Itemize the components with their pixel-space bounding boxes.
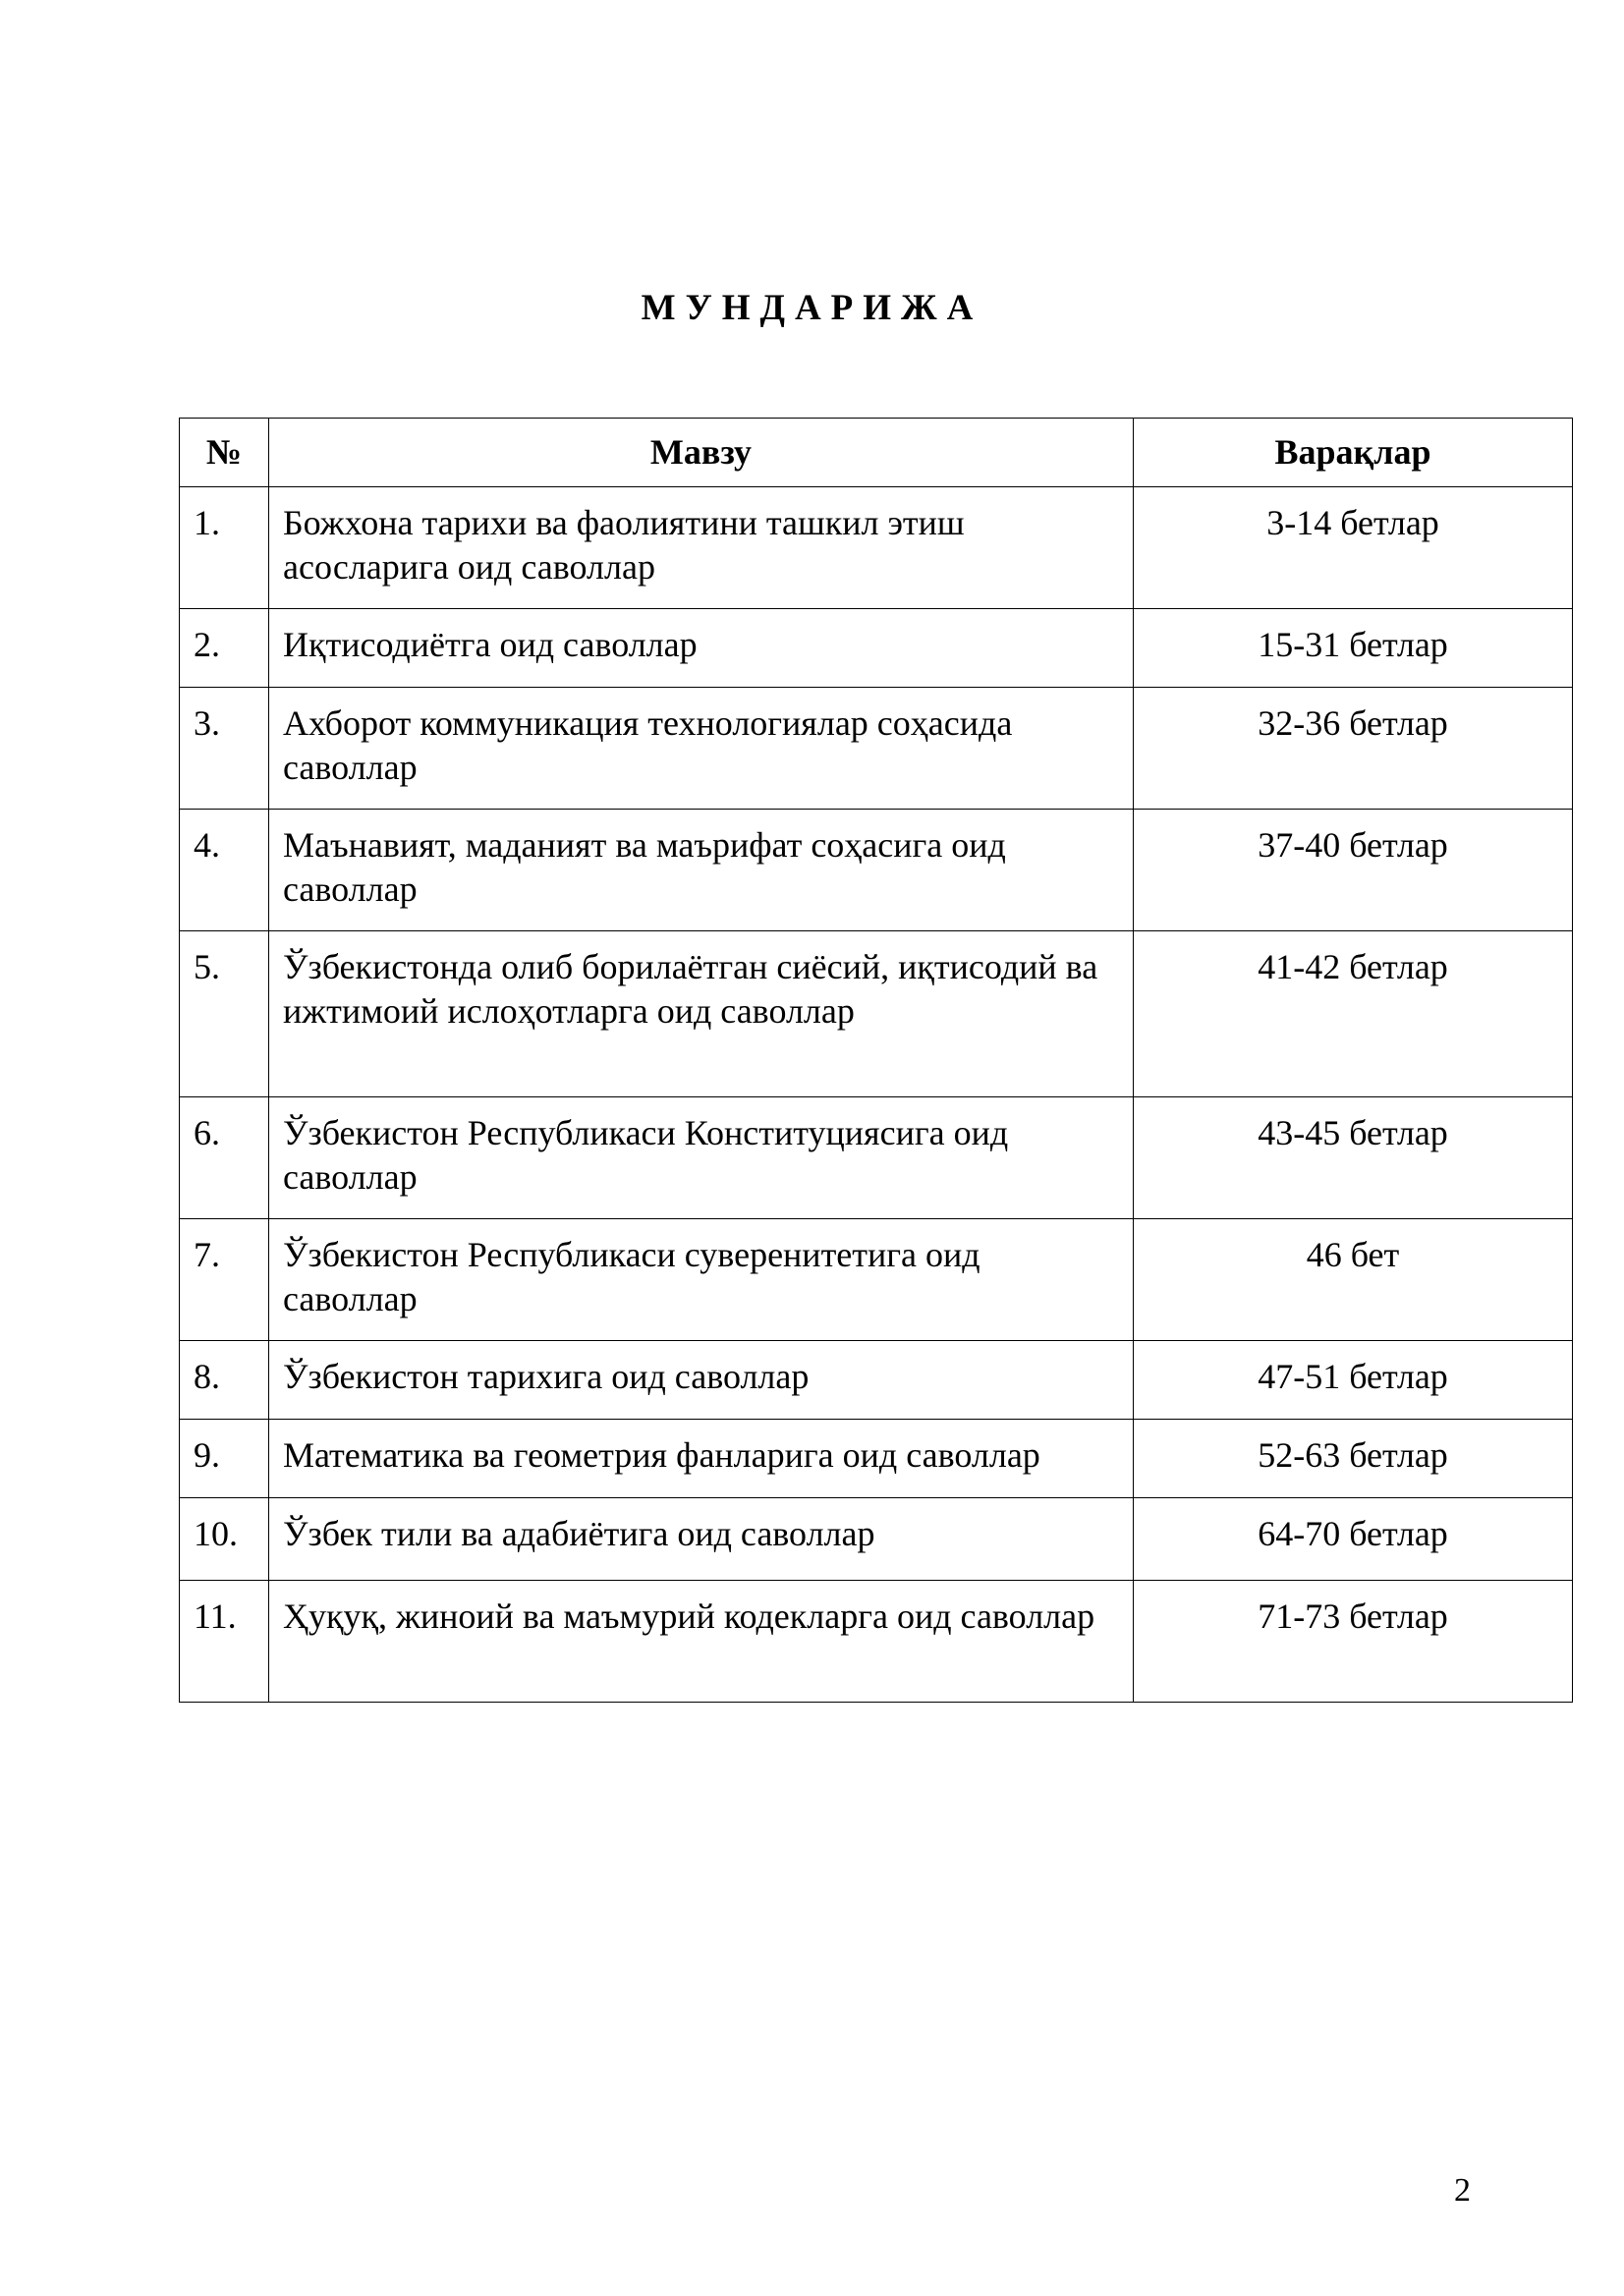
row-pages: 71-73 бетлар — [1134, 1581, 1573, 1703]
row-topic: Ахборот коммуникация технологиялар соҳасида саволлар — [269, 688, 1134, 810]
table-row — [180, 1498, 1573, 1581]
table-row — [180, 1581, 1573, 1703]
row-pages: 3-14 бетлар — [1134, 487, 1573, 609]
table-row — [180, 487, 1573, 609]
row-pages: 37-40 бетлар — [1134, 810, 1573, 931]
table-row — [180, 1219, 1573, 1341]
row-number: 6. — [180, 1097, 269, 1219]
row-topic: Математика ва геометрия фанларига оид саволлар — [269, 1420, 1134, 1498]
row-topic: Ўзбек тили ва адабиётига оид саволлар — [269, 1498, 1134, 1581]
row-topic: Ўзбекистонда олиб борилаётган сиёсий, иқтисодий ва ижтимоий ислоҳотларга оид саволлар — [269, 931, 1134, 1097]
row-pages: 43-45 бетлар — [1134, 1097, 1573, 1219]
row-number: 4. — [180, 810, 269, 931]
page-number: 2 — [1454, 2172, 1471, 2209]
row-topic: Маънавият, маданият ва маърифат соҳасига оид саволлар — [269, 810, 1134, 931]
row-pages: 15-31 бетлар — [1134, 609, 1573, 688]
row-topic: Божхона тарихи ва фаолиятини ташкил этиш асосларига оид саволлар — [269, 487, 1134, 609]
row-pages: 46 бет — [1134, 1219, 1573, 1341]
row-number: 9. — [180, 1420, 269, 1498]
row-number: 7. — [180, 1219, 269, 1341]
header-pages: Варақлар — [1134, 419, 1573, 487]
page-title: МУНДАРИЖА — [641, 288, 983, 328]
row-topic: Иқтисодиётга оид саволлар — [269, 609, 1134, 688]
row-number: 8. — [180, 1341, 269, 1420]
table-row — [180, 1341, 1573, 1420]
table-row — [180, 609, 1573, 688]
row-topic: Ўзбекистон Республикаси Конституциясига оид саволлар — [269, 1097, 1134, 1219]
row-topic: Ўзбекистон тарихига оид саволлар — [269, 1341, 1134, 1420]
table-row — [180, 1097, 1573, 1219]
header-topic: Мавзу — [269, 419, 1134, 487]
row-number: 5. — [180, 931, 269, 1097]
row-pages: 52-63 бетлар — [1134, 1420, 1573, 1498]
table-of-contents — [179, 418, 1573, 1703]
table-header-row — [180, 419, 1573, 487]
row-number: 1. — [180, 487, 269, 609]
row-topic: Ўзбекистон Республикаси суверенитетига оид саволлар — [269, 1219, 1134, 1341]
table-row — [180, 1420, 1573, 1498]
row-pages: 64-70 бетлар — [1134, 1498, 1573, 1581]
table-row — [180, 810, 1573, 931]
row-number: 10. — [180, 1498, 269, 1581]
row-number: 11. — [180, 1581, 269, 1703]
table-row — [180, 688, 1573, 810]
table-row — [180, 931, 1573, 1097]
row-pages: 41-42 бетлар — [1134, 931, 1573, 1097]
row-topic: Ҳуқуқ, жиноий ва маъмурий кодекларга оид саволлар — [269, 1581, 1134, 1703]
row-pages: 32-36 бетлар — [1134, 688, 1573, 810]
row-pages: 47-51 бетлар — [1134, 1341, 1573, 1420]
header-number: № — [180, 419, 269, 487]
row-number: 2. — [180, 609, 269, 688]
row-number: 3. — [180, 688, 269, 810]
